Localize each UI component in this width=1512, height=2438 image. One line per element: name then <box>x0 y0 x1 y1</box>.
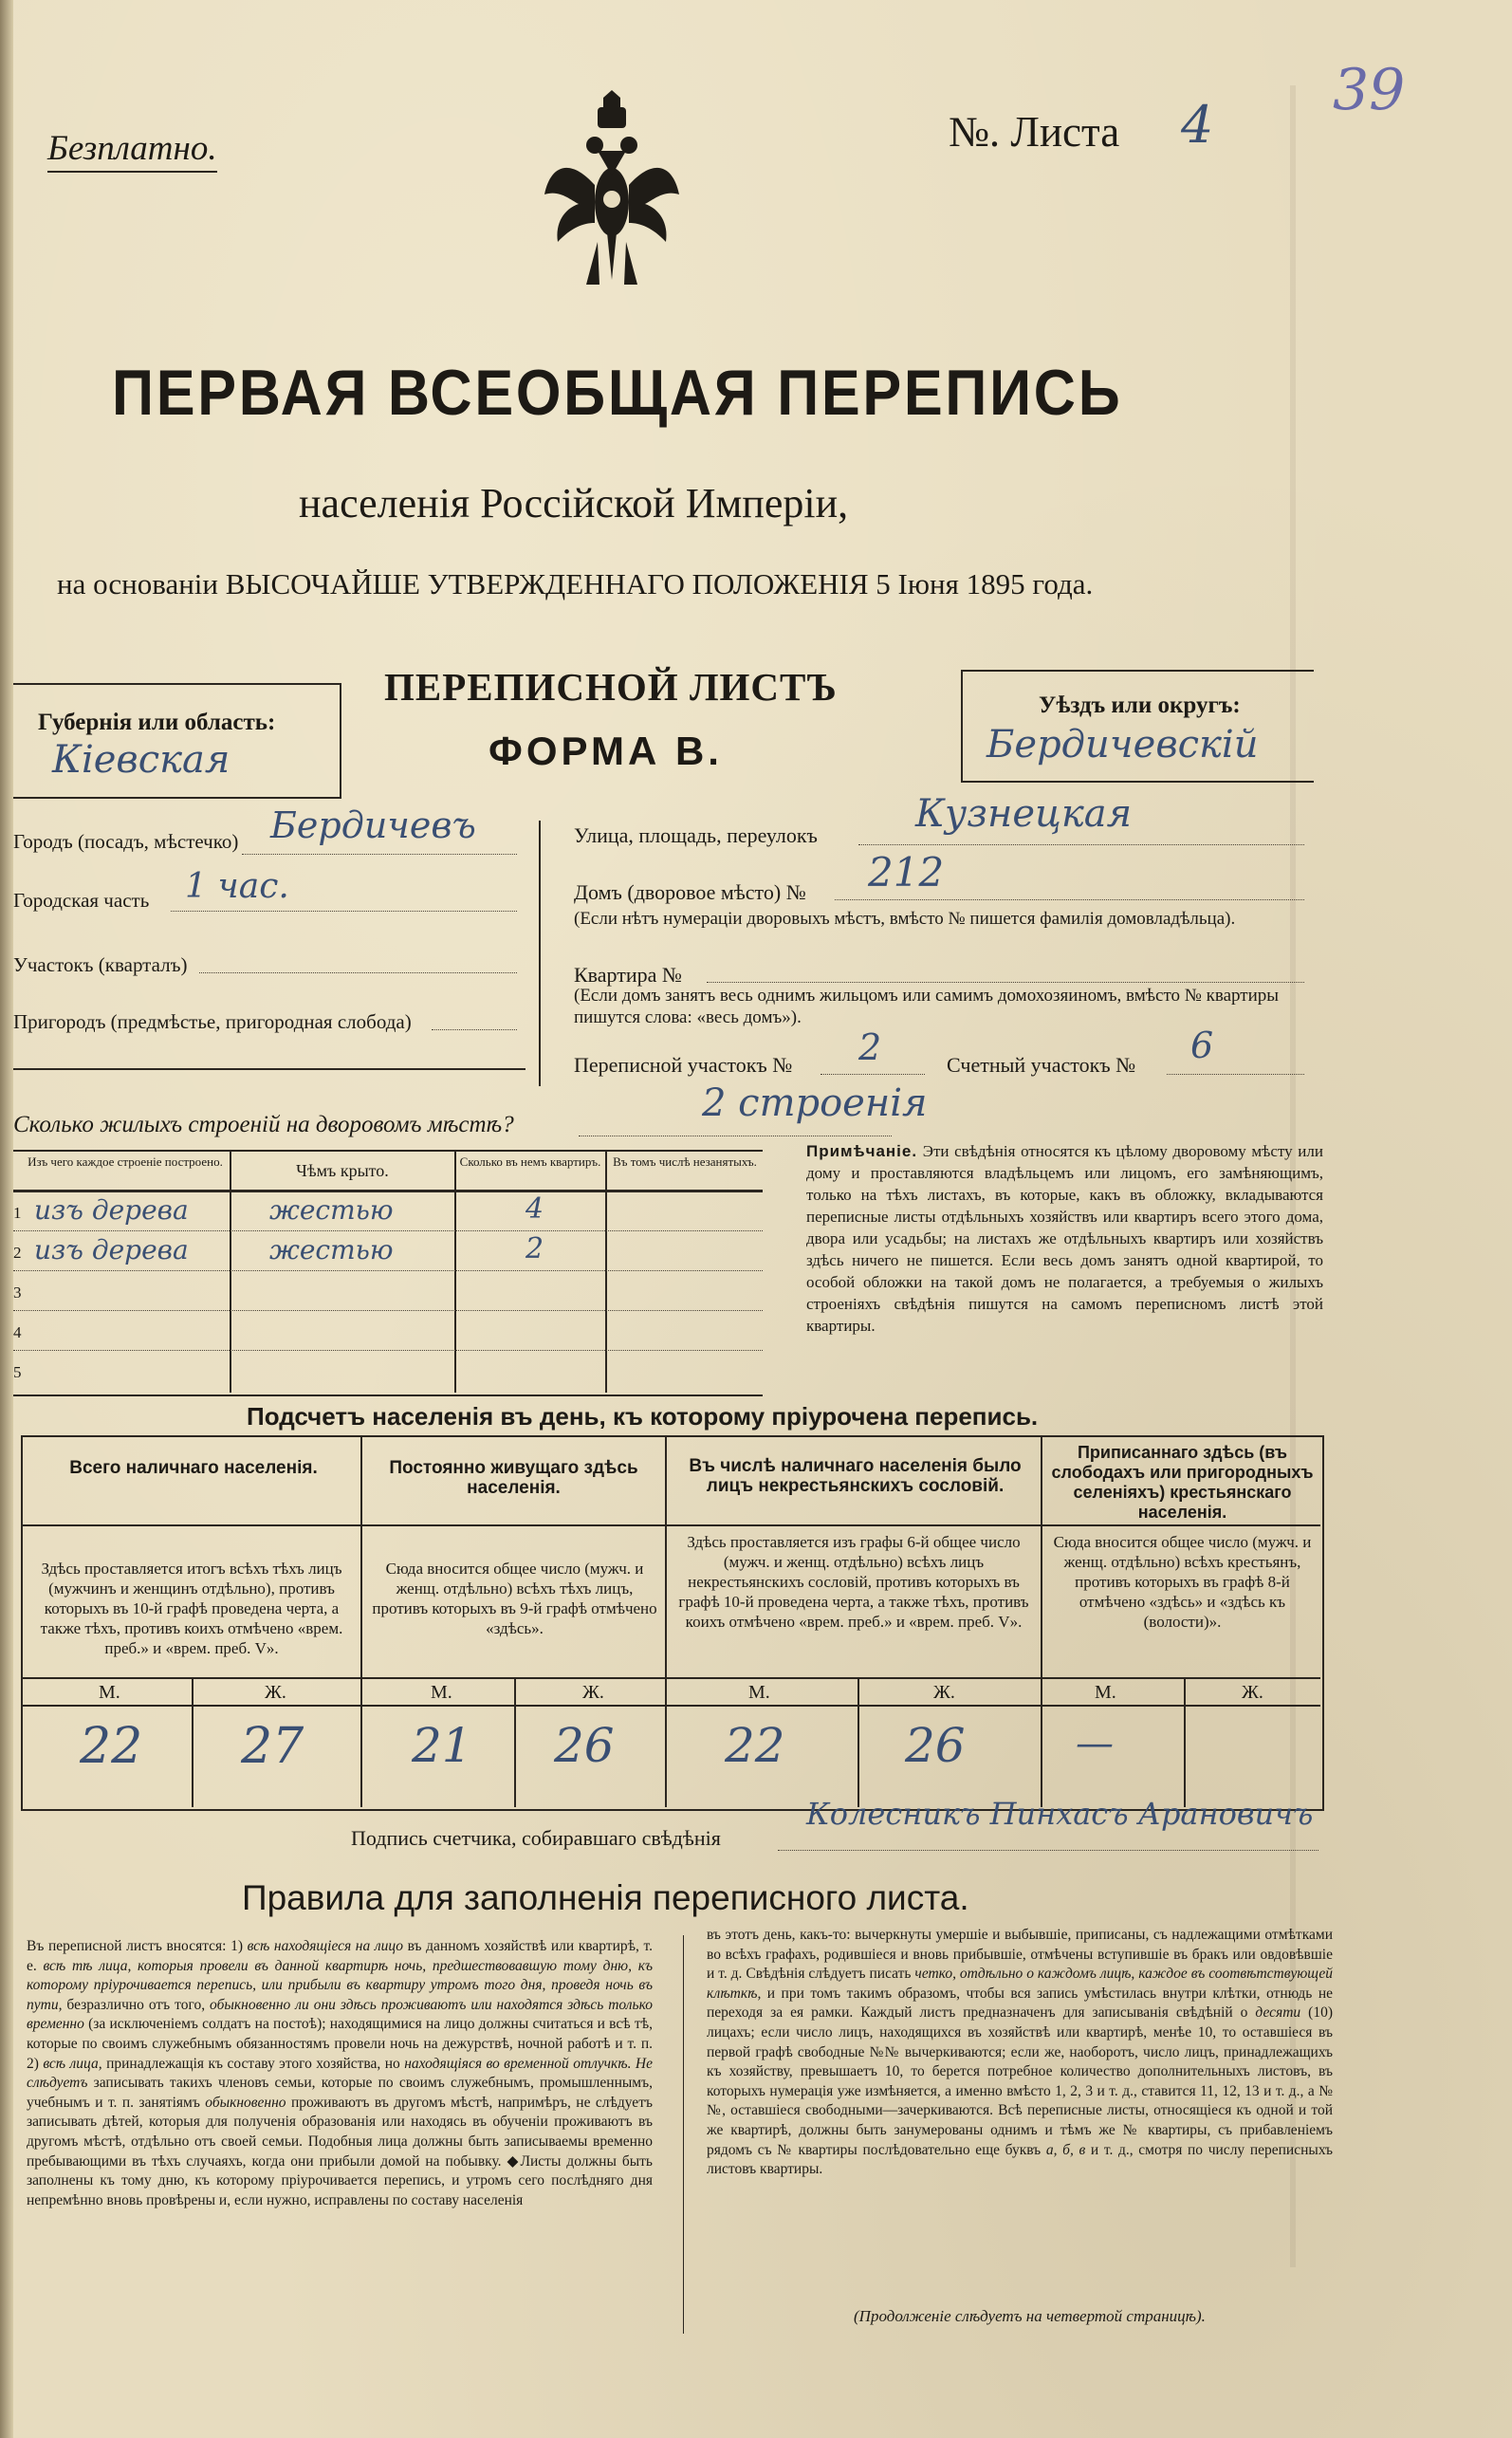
roof-value: жестью <box>269 1234 394 1265</box>
archive-number: 39 <box>1333 57 1406 123</box>
row-number: 3 <box>13 1284 22 1302</box>
uezd-label: Уѣздъ или округъ: <box>1039 693 1241 718</box>
district-label: Городская часть <box>13 889 150 912</box>
col4-m-value: — <box>1076 1722 1114 1765</box>
buildings-question: Сколько жилыхъ строеній на дворовомъ мѣстѣ? <box>13 1112 514 1137</box>
city-label: Городъ (посадъ, мѣстечко) <box>13 830 239 853</box>
rules-continued: (Продолженіе слѣдуетъ на четвертой страницѣ). <box>854 2307 1206 2325</box>
material-value: изъ дерева <box>34 1194 189 1226</box>
buildings-table <box>13 1150 763 1396</box>
col1-f-label: Ж. <box>265 1682 286 1703</box>
col2-f-label: Ж. <box>582 1682 604 1703</box>
population-title: Подсчетъ населенія въ день, къ которому пріурочена перепись. <box>247 1402 1039 1431</box>
house-value: 212 <box>868 849 945 896</box>
city-value: Бердичевъ <box>270 804 476 846</box>
main-title: ПЕРВАЯ ВСЕОБЩАЯ ПЕРЕПИСЬ <box>112 357 1123 429</box>
sheet-number-value: 4 <box>1181 95 1214 155</box>
rules-left-column: Въ переписной листъ вносятся: 1) всѣ находящіеся на лицо въ данномъ хозяйствѣ или квартирѣ, т. е. всѣ тѣ лица, которыя провели въ данной квартирѣ ночь, предшествовавшую тому дню, къ которому пріурочивается перепись, или прибыли въ квартиру утромъ того дня, проведя ночь въ пути, безразлично отъ того, обыкновенно ли они здѣсь проживаютъ или находятся здѣсь только временно (за исключеніемъ солдатъ на постоѣ); находящимися на лицо должны считаться и всѣ тѣ, которые по своимъ служебнымъ обязанностямъ провели ночь на дежурствѣ, ночной работѣ и т. п. 2) всѣ лица, принадлежащія къ составу этого хозяйства, но находящіяся во временной отлучкѣ. Не слѣдуетъ записывать такихъ членовъ семьи, которые по своимъ служебнымъ, промышленнымъ, учебнымъ и т. п. занятіямъ обыкновенно проживаютъ въ другомъ мѣстѣ, напримѣръ, не слѣдуетъ записывать дѣтей, которыя для полученія образованія или находясь въ обученіи проживаютъ въ другомъ мѣстѣ, отдѣльно отъ своей семьи. Подобныя лица должны быть записываемы временно пребывающими въ тѣхъ случаяхъ, когда они прибыли домой на побывку. ◆Листы должны быть заполнены къ тому дню, къ которому пріурочивается перепись, и утромъ сего послѣдняго дня непремѣнно вновь провѣрены и, если нужно, исправлены по составу населенія <box>27 1938 654 2208</box>
col2-m-value: 21 <box>412 1718 472 1773</box>
material-value: изъ дерева <box>34 1234 189 1265</box>
row-number: 4 <box>13 1323 22 1341</box>
col1-f-value: 27 <box>241 1718 304 1775</box>
table-row <box>13 1274 763 1312</box>
col1-desc: Здѣсь проставляется итогъ всѣхъ тѣхъ лицъ (мужчинъ и женщинъ отдѣльно), противъ которыхъ въ 10-й графѣ проведена черта, а также тѣхъ, противъ коихъ отмѣчено «врем. преб.» и «врем. преб. V». <box>40 1560 343 1657</box>
col1-m-value: 22 <box>80 1718 143 1775</box>
buildings-header-roof: Чѣмъ крыто. <box>296 1161 389 1180</box>
house-label: Домъ (дворовое мѣсто) № <box>574 880 806 904</box>
buildings-header-apartments: Сколько въ немъ квартиръ. <box>459 1154 601 1169</box>
col2-desc: Сюда вносится общее число (мужч. и женщ. отдѣльно) всѣхъ тѣхъ лицъ, противъ которыхъ въ 9-й графѣ отмѣчено «здѣсь». <box>372 1560 657 1637</box>
rules-right-column: въ этотъ день, какъ-то: вычеркнуты умершіе и выбывшіе, приписаны, съ надлежащими отмѣтками во всѣхъ графахъ, родившіеся и вновь прибывшіе, отмѣчены вступившіе въ бракъ или овдовѣвшіе и т. д. Свѣдѣнія слѣдуетъ писать четко, отдѣльно о каждомъ лицѣ, каждое въ соотвѣтствующей клѣткѣ, и при томъ такимъ образомъ, чтобы вся запись умѣстилась внутри клѣтки, отнюдь не переходя за ея рамки. Каждый листъ предназначенъ для записыванія свѣдѣній о десяти (10) лицахъ; если число лицъ, находящихся въ хозяйствѣ или квартирѣ, менѣе 10, то оставшіеся въ первой графѣ свободные №№ вычеркиваются; если же, наоборотъ, число лицъ, принадлежащихъ къ хозяйству, превышаетъ 10, то берется потребное количество дополнительныхъ листовъ, въ которыхъ нумерація уже измѣняется, а именно вмѣсто 1, 2, 3 и т. д., ставится 11, 12, 13 и т. д., а №№, оставшіеся свободными—зачеркиваются. Всѣ переписные листы, относящіеся къ одной и той же квартирѣ, должны быть занумерованы однимъ и тѣмъ же № квартиры, съ прибавленіемъ рядомъ съ № квартиры послѣдовательно еще буквъ а, б, в и т. д., смотря по числу переписныхъ листовъ квартиры. <box>707 1927 1333 2178</box>
emblem-icon <box>541 90 683 294</box>
district-value: 1 час. <box>185 867 289 906</box>
sheet-number-label: №. Листа <box>949 108 1120 156</box>
buildings-header-vacant: Въ томъ числѣ незанятыхъ. <box>613 1154 757 1169</box>
population-table <box>21 1435 1324 1811</box>
table-row <box>13 1234 763 1272</box>
free-label: Безплатно. <box>47 128 217 173</box>
col2-m-label: М. <box>431 1682 452 1703</box>
col4-header: Приписаннаго здѣсь (въ слободахъ или пригородныхъ селеніяхъ) крестьянскаго населенія. <box>1051 1443 1314 1522</box>
apartments-value: 2 <box>526 1232 544 1265</box>
note-text: Эти свѣдѣнія относятся къ цѣлому дворовому мѣсту или дому и проставляются владѣльцемъ или лицомъ, его замѣняющимъ, только на тѣхъ листахъ, въ которые, какъ въ обложку, вкладываются переписные листы отдѣльныхъ хозяйствъ или квартиръ всего этого дома, двора или усадьбы; на листахъ же отдѣльныхъ квартиръ или хозяйствъ здѣсь ничего не пишется. Если весь домъ занятъ одной квартирой, то особой обложки на такой домъ не полагается, а требуемыя о жилыхъ строеніяхъ свѣдѣнія пишутся на самомъ переписномъ листѣ этой квартиры. <box>806 1142 1323 1335</box>
row-number: 2 <box>13 1244 22 1262</box>
buildings-header-material: Изъ чего каждое строеніе построено. <box>28 1154 223 1169</box>
note-label: Примѣчаніе. <box>806 1142 918 1160</box>
precinct-label: Участокъ (кварталъ) <box>13 953 188 976</box>
sheet-title: ПЕРЕПИСНОЙ ЛИСТЪ <box>384 665 838 709</box>
rules-title: Правила для заполненія переписного листа. <box>242 1878 969 1917</box>
street-label: Улица, площадь, переулокъ <box>574 823 818 847</box>
gubernia-value: Кіевская <box>52 738 230 782</box>
apartment-note: (Если домъ занятъ весь однимъ жильцомъ или самимъ домохозяиномъ, вмѣсто № квартиры пишутся слова: «весь домъ»). <box>574 986 1280 1027</box>
table-row <box>13 1314 763 1352</box>
page-edge <box>0 0 13 2438</box>
col3-m-label: М. <box>748 1682 770 1703</box>
signature-label: Подпись счетчика, собиравшаго свѣдѣнія <box>351 1826 721 1850</box>
col1-header: Всего наличнаго населенія. <box>69 1458 318 1478</box>
house-note: (Если нѣтъ нумераціи дворовыхъ мѣстъ, вмѣсто № пишется фамилія домовладѣльца). <box>574 909 1236 929</box>
col2-f-value: 26 <box>554 1718 615 1773</box>
basis-line: на основаніи ВЫСОЧАЙШЕ УТВЕРЖДЕННАГО ПОЛОЖЕНІЯ 5 Іюня 1895 года. <box>57 567 1094 600</box>
roof-value: жестью <box>269 1194 394 1226</box>
row-number: 5 <box>13 1363 22 1381</box>
uezd-value: Бердичевскій <box>986 723 1259 766</box>
table-row <box>13 1354 763 1392</box>
col4-m-label: М. <box>1095 1682 1116 1703</box>
form-title: ФОРМА В. <box>489 729 723 773</box>
apartment-label: Квартира № <box>574 963 682 987</box>
col3-m-value: 22 <box>725 1718 785 1773</box>
buildings-note <box>806 1140 1323 1337</box>
buildings-answer: 2 строенія <box>702 1081 928 1125</box>
table-row <box>13 1194 763 1232</box>
col3-f-label: Ж. <box>933 1682 955 1703</box>
street-value: Кузнецкая <box>915 792 1133 836</box>
col3-desc: Здѣсь проставляется изъ графы 6-й общее число (мужч. и женщ. отдѣльно) всѣхъ лицъ некрестьянскихъ сословій, противъ которыхъ въ графѣ 10-й проведена черта, а также тѣхъ, противъ коихъ отмѣчено «врем. преб.» и «врем. преб. V». <box>678 1533 1029 1631</box>
census-precinct-label: Переписной участокъ № <box>574 1053 793 1077</box>
census-precinct-value: 2 <box>858 1026 882 1068</box>
apartments-value: 4 <box>526 1192 544 1226</box>
col1-m-label: М. <box>99 1682 120 1703</box>
col3-header: Въ числѣ наличнаго населенія было лицъ некрестьянскихъ сословій. <box>689 1456 1022 1496</box>
col4-f-label: Ж. <box>1242 1682 1263 1703</box>
row-number: 1 <box>13 1204 22 1222</box>
count-precinct-value: 6 <box>1190 1025 1214 1066</box>
signature-value: Колесникъ Пинхасъ Арановичъ <box>806 1796 1314 1832</box>
col2-header: Постоянно живущаго здѣсь населенія. <box>389 1458 638 1498</box>
gubernia-label: Губернія или область: <box>38 710 276 735</box>
col4-desc: Сюда вносится общее число (мужч. и женщ. отдѣльно) всѣхъ крестьянъ, противъ которыхъ въ графѣ 8-й отмѣчено «здѣсь» и «здѣсь къ (волости)». <box>1053 1533 1312 1631</box>
suburb-label: Пригородъ (предмѣстье, пригородная слобода) <box>13 1010 412 1033</box>
subtitle: населенія Россійской Имперіи, <box>299 480 849 526</box>
count-precinct-label: Счетный участокъ № <box>947 1053 1136 1077</box>
col3-f-value: 26 <box>905 1718 966 1773</box>
